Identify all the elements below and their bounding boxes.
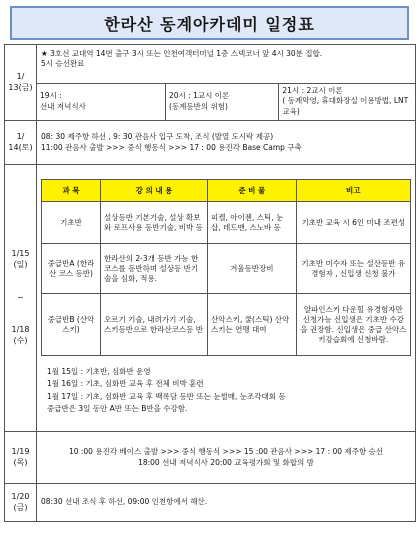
day3-date — [5, 165, 37, 432]
day4-date-line2: (목) — [13, 457, 28, 467]
day5-date-line2: (금) — [13, 502, 28, 512]
day1-session-2 — [166, 84, 279, 120]
header-gear: 준 비 물 — [208, 180, 297, 202]
course-table — [41, 179, 411, 356]
header-note: 비고 — [296, 180, 410, 202]
day1-session-3 — [279, 84, 415, 120]
course-subject: 중급반B (산악스키) — [42, 294, 101, 356]
day2-row — [5, 121, 416, 165]
day3-date-line4: 1/18 — [11, 325, 30, 335]
course-note: 알파인스키 다운힐 유경험자만 신청가능 신입생은 기초반 수강을 권장함. 신입생은 중급 산악스키강습회에 신청바람. — [296, 294, 410, 356]
course-subject: 중급반A (한라산 코스 등반) — [42, 244, 101, 294]
session-time: 20시 : 1교시 이론 — [169, 91, 230, 101]
session-time: 21시 : 2교시 이론 — [282, 86, 343, 96]
course-subject: 기초반 — [42, 202, 101, 244]
course-note: 기초반 교육 시 6인 미내 조편성 — [296, 202, 410, 244]
day1-meeting-line2: 5시 승선완료 — [41, 58, 85, 68]
session-time: 19시 : — [40, 91, 62, 101]
day4-line2: 18:00 선내 저녁식사 20:00 교육평가회 및 화합의 밤 — [138, 457, 314, 467]
course-content: 설상등반 기본기술, 설상 확보와 로프사용 등반기술, 비박 등 — [101, 202, 208, 244]
day1-date-line2: 13(금) — [8, 82, 33, 92]
day4-line1: 10 :00 용진각 베이스 출발 >>> 중식 행동식 >>> 15 :00 관음사 >>> 17 : 00 제주항 승선 — [68, 446, 384, 456]
note-line: 1월 15일 : 기초반, 심화반 운영 — [47, 367, 151, 377]
course-content: 오르기 기술, 내려가기 기술, 스키등반으로 한라산코스등 반 — [101, 294, 208, 356]
day3-date-line5: (수) — [13, 336, 28, 346]
day3-notes — [41, 356, 411, 421]
day5-date — [5, 484, 37, 522]
day3-date-line1: 1/15 — [11, 249, 30, 258]
day2-date-line2: 14(토) — [8, 142, 33, 152]
day3-date-tilde: ~ — [17, 292, 24, 302]
day3-content — [37, 165, 416, 432]
note-line: 중급반은 3일 동안 A반 또는 B반을 수강함. — [47, 403, 188, 413]
day4-content — [37, 432, 416, 484]
course-header-row — [42, 180, 411, 202]
day1-date-line1: 1/ — [16, 71, 25, 81]
course-gear: 산악스키, 쿨(스틱) 산악스키는 연맹 대여 — [208, 294, 297, 356]
day4-date-line1: 1/19 — [11, 446, 30, 456]
day2-line2: 11:00 관음사 출발 >>> 중식 행동식 >>> 17 : 00 용진각 Base Camp 구축 — [41, 142, 302, 152]
day1-meeting — [37, 46, 415, 84]
course-row-intermediate-a — [42, 244, 411, 294]
course-row-intermediate-b — [42, 294, 411, 356]
session-desc: 선내 저녁식사 — [40, 101, 86, 111]
day5-content — [37, 484, 416, 522]
session-desc: (동계등반의 위험) — [169, 101, 228, 111]
day1-content — [37, 45, 416, 121]
day4-date — [5, 432, 37, 484]
session-desc: ( 동계막영, 휴대화장실 이용방법, LNT교육) — [282, 96, 409, 116]
day3-date-line2: (일) — [13, 259, 28, 269]
header-content: 강 의 내 용 — [101, 180, 208, 202]
day2-line1: 08: 30 제주항 하선 , 9: 30 관음사 입구 도착, 조식 (발열 도시락 제공) — [41, 131, 274, 141]
day1-sessions — [37, 84, 415, 120]
day1-row — [5, 45, 416, 121]
day5-row — [5, 484, 416, 522]
star-icon: ★ — [41, 48, 48, 58]
day2-date — [5, 121, 37, 165]
day5-line1: 08:30 선내 조식 후 하선, 09:00 인천항에서 해산. — [41, 497, 208, 507]
note-line: 1월 17일 : 기초, 심화반 교육 후 백록담 등반 또는 눈썰매, 눈조각대회 등 — [47, 391, 286, 401]
day3-row — [5, 165, 416, 432]
course-gear: 피켈, 아이젠, 스틱, 눈삽, 데드맨, 스노바 등 — [208, 202, 297, 244]
day1-session-1 — [37, 84, 166, 120]
course-gear: 겨울등반장비 — [208, 244, 297, 294]
schedule-table — [4, 44, 416, 522]
day2-date-line1: 1/ — [16, 131, 25, 141]
day5-date-line1: 1/20 — [11, 491, 30, 501]
page-title: 한라산 동계아카데미 일정표 — [104, 14, 315, 34]
course-row-basic — [42, 202, 411, 244]
header-subject: 과 목 — [42, 180, 101, 202]
note-line: 1월 16일 : 기초, 심화반 교육 후 전체 비박 훈련 — [47, 379, 204, 389]
course-note: 기초반 미수자 또는 설산등반 유경험자 , 신입생 신청 불가 — [296, 244, 410, 294]
day4-row — [5, 432, 416, 484]
course-content: 한라산의 2-3개 등반 가능 한 코스를 등반하며 설상등 반기술을 심화, 적용. — [101, 244, 208, 294]
day1-meeting-line1: 3호선 교대역 14번 출구 3시 또는 인천여객터미널 1층 스넥코너 앞 4시 30분 집합. — [50, 48, 323, 58]
day1-date — [5, 45, 37, 121]
day2-content — [37, 121, 416, 165]
title-bar — [10, 6, 409, 40]
